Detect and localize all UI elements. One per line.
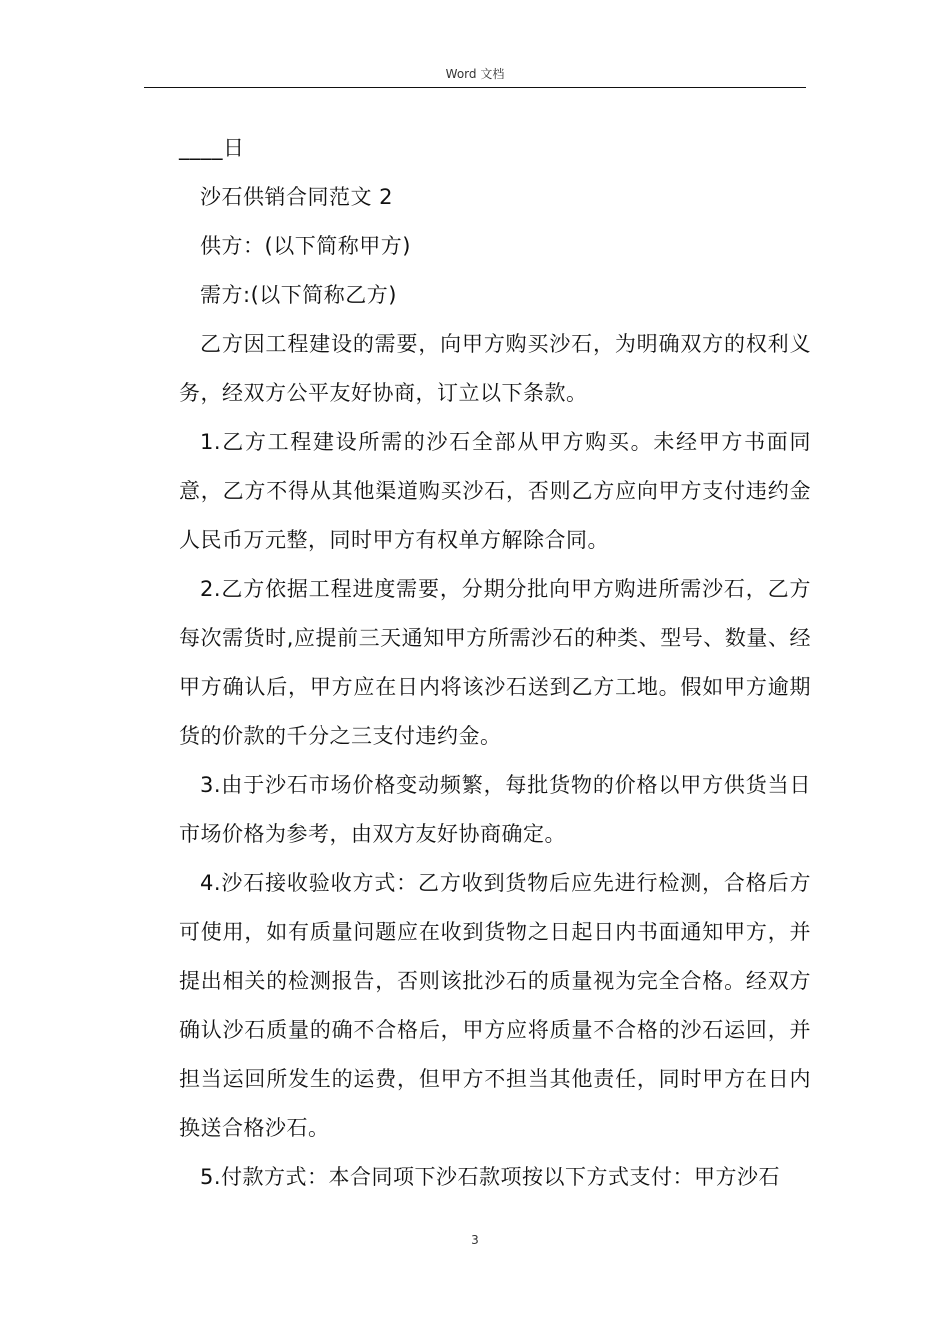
header-divider: [144, 87, 806, 88]
clause-2-paragraph: 2.乙方依据工程进度需要，分期分批向甲方购进所需沙石，乙方每次需货时,应提前三天通知甲方所需沙石的种类、型号、数量、经甲方确认后，甲方应在日内将该沙石送到乙方工地。假如甲方逾期货的价款的千分之三支付违约金。: [179, 577, 811, 748]
page-number: 3: [471, 1233, 479, 1247]
clause-4-paragraph: 4.沙石接收验收方式：乙方收到货物后应先进行检测，合格后方可使用，如有质量问题应在收到货物之日起日内书面通知甲方，并提出相关的检测报告，否则该批沙石的质量视为完全合格。经双方确认沙石质量的确不合格后，甲方应将质量不合格的沙石运回，并担当运回所发生的运费，但甲方不担当其他责任，同时甲方在日内换送合格沙石。: [179, 871, 811, 1140]
document-title: 沙石供销合同范文 2: [200, 185, 394, 209]
date-line: ____日: [179, 136, 245, 160]
clause-3-paragraph: 3.由于沙石市场价格变动频繁，每批货物的价格以甲方供货当日市场价格为参考，由双方友好协商确定。: [179, 773, 811, 846]
supplier-line: 供方：(以下简称甲方): [200, 234, 411, 258]
page-header-title: Word 文档: [445, 67, 505, 81]
document-body: [179, 124, 811, 1202]
clause-5-paragraph: 5.付款方式：本合同项下沙石款项按以下方式支付：甲方沙石: [200, 1165, 781, 1189]
clause-1-paragraph: 1.乙方工程建设所需的沙石全部从甲方购买。未经甲方书面同意，乙方不得从其他渠道购买沙石，否则乙方应向甲方支付违约金人民币万元整，同时甲方有权单方解除合同。: [179, 430, 811, 552]
buyer-line: 需方:(以下简称乙方): [200, 283, 397, 307]
preamble-paragraph: 乙方因工程建设的需要，向甲方购买沙石，为明确双方的权利义务，经双方公平友好协商，订立以下条款。: [179, 332, 811, 405]
